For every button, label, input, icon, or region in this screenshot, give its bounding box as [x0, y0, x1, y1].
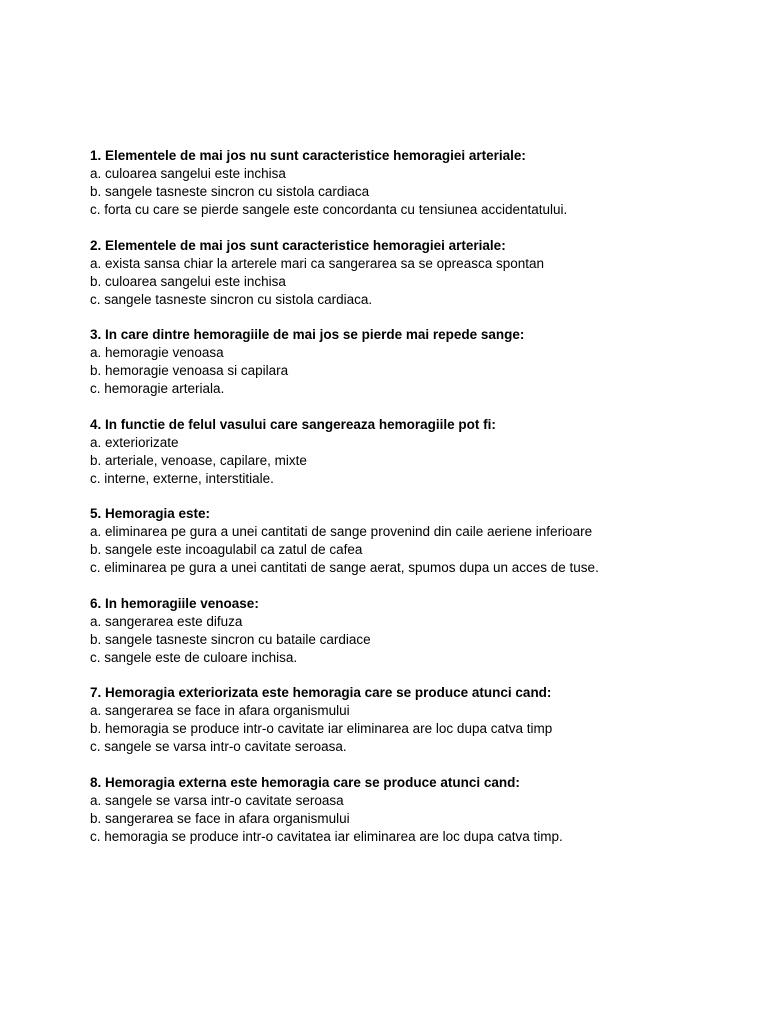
option-a: a. eliminarea pe gura a unei cantitati de sange provenind din caile aeriene inferioare	[90, 524, 593, 539]
option-b: b. sangele tasneste sincron cu bataile cardiace	[90, 631, 371, 647]
question-title: 8. Hemoragia externa este hemoragia care se produce atunci cand:	[90, 774, 520, 790]
question-title: 5. Hemoragia este:	[90, 506, 211, 521]
option-a: a. culoarea sangelui este inchisa	[90, 166, 286, 181]
option-a: a. exista sansa chiar la arterele mari ca sangerarea sa se opreasca spontan	[90, 255, 544, 271]
option-b: b. culoarea sangelui este inchisa	[90, 273, 286, 289]
question-title: 6. In hemoragiile venoase:	[90, 595, 259, 611]
option-c: c. hemoragie arteriala.	[90, 381, 225, 396]
question-8	[90, 774, 760, 846]
question-title: 7. Hemoragia exteriorizata este hemoragia care se produce atunci cand:	[90, 685, 552, 700]
question-2	[90, 237, 760, 309]
question-6	[90, 595, 760, 667]
option-c: c. sangele se varsa intr-o cavitate seroasa.	[90, 739, 347, 754]
option-c: c. hemoragia se produce intr-o cavitatea iar eliminarea are loc dupa catva timp.	[90, 828, 563, 844]
option-c: c. interne, externe, interstitiale.	[90, 470, 274, 486]
question-title: 1. Elementele de mai jos nu sunt caracteristice hemoragiei arteriale:	[90, 148, 526, 163]
question-7	[90, 684, 760, 756]
question-1	[90, 147, 760, 219]
question-5	[90, 505, 760, 577]
option-b: b. arteriale, venoase, capilare, mixte	[90, 452, 307, 468]
option-b: b. hemoragie venoasa si capilara	[90, 363, 289, 378]
question-3	[90, 326, 760, 398]
question-title: 3. In care dintre hemoragiile de mai jos se pierde mai repede sange:	[90, 327, 525, 342]
question-title: 2. Elementele de mai jos sunt caracteristice hemoragiei arteriale:	[90, 237, 506, 253]
option-a: a. sangele se varsa intr-o cavitate seroasa	[90, 792, 344, 808]
option-a: a. hemoragie venoasa	[90, 345, 224, 360]
question-title: 4. In functie de felul vasului care sangereaza hemoragiile pot fi:	[90, 416, 496, 432]
option-a: a. exteriorizate	[90, 434, 179, 450]
option-c: c. forta cu care se pierde sangele este concordanta cu tensiunea accidentatului.	[90, 202, 568, 217]
option-a: a. sangerarea se face in afara organismului	[90, 703, 350, 718]
option-b: b. sangele tasneste sincron cu sistola cardiaca	[90, 184, 370, 199]
option-b: b. hemoragia se produce intr-o cavitate iar eliminarea are loc dupa catva timp	[90, 721, 553, 736]
option-b: b. sangerarea se face in afara organismului	[90, 810, 350, 826]
option-c: c. sangele tasneste sincron cu sistola cardiaca.	[90, 291, 373, 307]
option-c: c. sangele este de culoare inchisa.	[90, 649, 298, 665]
document-page	[90, 147, 760, 863]
question-4	[90, 416, 760, 488]
option-c: c. eliminarea pe gura a unei cantitati de sange aerat, spumos dupa un acces de tuse.	[90, 560, 599, 575]
option-b: b. sangele este incoagulabil ca zatul de cafea	[90, 542, 363, 557]
option-a: a. sangerarea este difuza	[90, 613, 243, 629]
